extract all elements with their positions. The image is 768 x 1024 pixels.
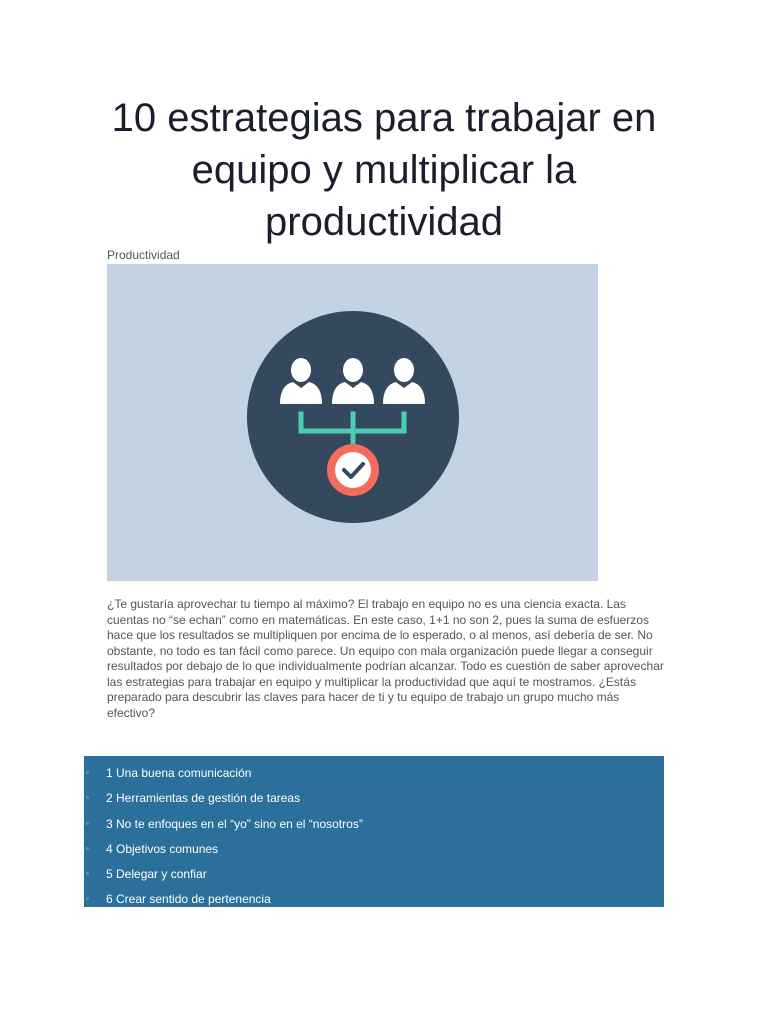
bullet-icon [86,872,89,875]
toc-item-label[interactable]: 5 Delegar y confiar [106,867,207,881]
page-title: 10 estrategias para trabajar en equipo y multiplicar la productividad [111,96,657,244]
toc-item-label[interactable]: 4 Objetivos comunes [106,842,219,856]
bullet-icon [86,897,89,900]
bullet-icon [86,796,89,799]
toc-item-label[interactable]: 6 Crear sentido de pertenencia [106,892,271,906]
toc-item-label[interactable]: 1 Una buena comunicación [106,766,252,780]
category-link[interactable]: Productividad [107,248,180,262]
table-of-contents [84,756,664,907]
intro-paragraph: ¿Te gustaría aprovechar tu tiempo al máximo? El trabajo en equipo no es una ciencia exacta. Las cuentas no “se echan” como en matemáticas. En este caso, 1+1 no son 2, pues la suma de esfuerzos hace que los resultados se multipliquen por encima de lo esperado, o al menos, así debería de ser. No obstante, no todo es tan fácil como parece. Un equipo con mala organización puede llegar a conseguir resultados por debajo de lo que individualmente podrían alcanzar. Todo es cuestión de saber aprovechar las estrategias para trabajar en equipo y multiplicar la productividad que aquí te mostramos. ¿Estás preparado para descubrir las claves para hacer de ti y tu equipo de trabajo un grupo mucho más efectivo? [107,597,664,720]
bullet-icon [86,771,89,774]
bullet-icon [86,847,89,850]
toc-item-label[interactable]: 3 No te enfoques en el “yo” sino en el “nosotros” [106,817,363,831]
hero-image [107,264,598,581]
toc-item-label[interactable]: 2 Herramientas de gestión de tareas [106,791,301,805]
bullet-icon [86,822,89,825]
team-check-icon [107,264,598,581]
